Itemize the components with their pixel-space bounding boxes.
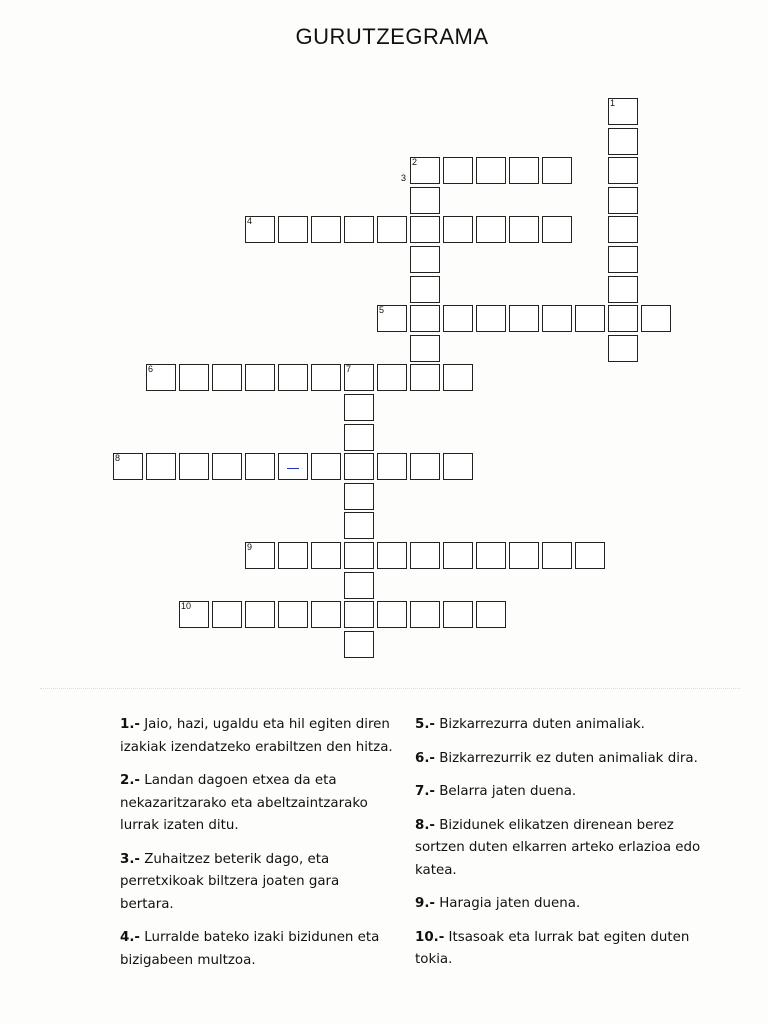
crossword-cell[interactable] <box>443 305 473 332</box>
crossword-cell[interactable] <box>608 128 638 155</box>
crossword-cell[interactable] <box>443 542 473 569</box>
crossword-cell[interactable] <box>344 424 374 451</box>
crossword-cell[interactable] <box>377 453 407 480</box>
crossword-cell[interactable] <box>410 305 440 332</box>
clue-text: Zuhaitzez beterik dago, eta perretxikoak biltzera joaten gara bertara. <box>120 851 340 912</box>
cell-number: 10 <box>181 601 192 612</box>
crossword-cell[interactable] <box>410 187 440 214</box>
crossword-cell[interactable] <box>377 216 407 243</box>
clue-1 <box>120 714 395 759</box>
crossword-cell[interactable] <box>344 483 374 510</box>
crossword-cell[interactable] <box>608 157 638 184</box>
crossword-cell[interactable] <box>212 453 242 480</box>
crossword-cell[interactable] <box>608 335 638 362</box>
crossword-cell[interactable] <box>509 216 539 243</box>
clue-number: 6.- <box>415 750 435 766</box>
crossword-cell[interactable] <box>410 364 440 391</box>
crossword-cell[interactable] <box>476 157 506 184</box>
clue-text: Lurralde bateko izaki bizidunen eta bizigabeen multzoa. <box>120 930 380 968</box>
crossword-cell[interactable] <box>245 601 275 628</box>
cell-number: 1 <box>610 98 616 108</box>
crossword-cell[interactable] <box>344 216 374 243</box>
crossword-cell[interactable] <box>344 572 374 599</box>
cell-number: 8 <box>115 453 121 464</box>
crossword-cell[interactable] <box>509 157 539 184</box>
crossword-cell[interactable] <box>344 453 374 480</box>
crossword-cell[interactable] <box>278 542 308 569</box>
crossword-cell[interactable] <box>608 276 638 303</box>
cell-number: 7 <box>346 364 352 375</box>
crossword-cell[interactable] <box>410 157 440 184</box>
clue-number: 10.- <box>415 929 445 945</box>
clue-number: 8.- <box>415 817 435 833</box>
crossword-cell[interactable] <box>443 364 473 391</box>
crossword-cell[interactable] <box>410 216 440 243</box>
clue-number: 4.- <box>120 930 140 945</box>
crossword-cell[interactable] <box>344 364 374 391</box>
crossword-cell[interactable] <box>476 601 506 628</box>
crossword-cell[interactable] <box>410 453 440 480</box>
clue-number: 9.- <box>415 896 435 911</box>
crossword-cell[interactable] <box>410 542 440 569</box>
crossword-cell[interactable] <box>344 631 374 658</box>
crossword-cell[interactable] <box>575 542 605 569</box>
crossword-cell[interactable] <box>278 601 308 628</box>
crossword-cell[interactable] <box>377 542 407 569</box>
crossword-cell[interactable] <box>476 542 506 569</box>
crossword-cell[interactable] <box>443 216 473 243</box>
pen-mark <box>287 468 299 469</box>
clue-text: Haragia jaten duena. <box>439 896 581 911</box>
crossword-cell[interactable] <box>278 453 308 480</box>
crossword-cell[interactable] <box>311 216 341 243</box>
crossword-cell[interactable] <box>344 394 374 421</box>
crossword-cell[interactable] <box>212 364 242 391</box>
clue-text: Landan dagoen etxea da eta nekazaritzarako eta abeltzaintzarako lurrak izaten ditu. <box>120 773 368 833</box>
crossword-cell[interactable] <box>509 542 539 569</box>
crossword-cell[interactable] <box>278 216 308 243</box>
crossword-cell[interactable] <box>608 305 638 332</box>
clue-number: 3.- <box>120 851 140 867</box>
crossword-cell[interactable] <box>377 305 407 332</box>
crossword-cell[interactable] <box>443 601 473 628</box>
crossword-cell[interactable] <box>311 364 341 391</box>
cell-number: 2 <box>412 157 418 168</box>
crossword-cell[interactable] <box>245 453 275 480</box>
crossword-cell[interactable] <box>443 453 473 480</box>
crossword-cell[interactable] <box>476 305 506 332</box>
crossword-cell[interactable] <box>641 305 671 332</box>
clue-text: Belarra jaten duena. <box>439 784 577 799</box>
crossword-cell[interactable] <box>245 542 275 569</box>
clue-number: 1.- <box>120 717 140 732</box>
crossword-cell[interactable] <box>410 601 440 628</box>
crossword-cell[interactable] <box>608 98 638 125</box>
cell-number: 4 <box>247 216 253 227</box>
crossword-cell[interactable] <box>608 187 638 214</box>
crossword-cell[interactable] <box>245 216 275 243</box>
crossword-cell[interactable] <box>146 453 176 480</box>
clues-left-column <box>120 714 395 983</box>
clue-5 <box>415 714 715 737</box>
crossword-cell[interactable] <box>311 601 341 628</box>
crossword-cell[interactable] <box>146 364 176 391</box>
clue-8 <box>415 815 715 883</box>
crossword-cell[interactable] <box>179 601 209 628</box>
crossword-cell[interactable] <box>245 364 275 391</box>
crossword-cell[interactable] <box>179 453 209 480</box>
clue-text: Bizkarrezurra duten animaliak. <box>439 717 645 732</box>
crossword-cell[interactable] <box>344 601 374 628</box>
crossword-cell[interactable] <box>179 364 209 391</box>
crossword-cell[interactable] <box>542 542 572 569</box>
clue-number: 7.- <box>415 784 435 799</box>
page-title: GURUTZEGRAMA <box>295 24 489 49</box>
crossword-cell[interactable] <box>113 453 143 480</box>
crossword-cell[interactable] <box>608 216 638 243</box>
crossword-cell[interactable] <box>344 512 374 539</box>
crossword-cell[interactable] <box>542 305 572 332</box>
crossword-cell[interactable] <box>212 601 242 628</box>
clue-10 <box>415 927 715 972</box>
crossword-cell[interactable] <box>344 542 374 569</box>
clue-number-3-label: 3 <box>401 173 407 184</box>
crossword-cell[interactable] <box>311 542 341 569</box>
crossword-cell[interactable] <box>410 335 440 362</box>
clue-6 <box>415 748 715 771</box>
crossword-cell[interactable] <box>509 305 539 332</box>
cell-number: 9 <box>247 542 253 552</box>
crossword-cell[interactable] <box>443 157 473 184</box>
clue-text: Bizidunek elikatzen direnean berez sortzen duten elkarren arteko erlazioa edo katea. <box>415 817 701 878</box>
clue-text: Jaio, hazi, ugaldu eta hil egiten diren izakiak izendatzeko erabiltzen den hitza. <box>120 717 393 755</box>
clue-3 <box>120 849 395 917</box>
crossword-cell[interactable] <box>311 453 341 480</box>
crossword-cell[interactable] <box>410 276 440 303</box>
clues-right-column <box>415 714 715 983</box>
cell-number: 5 <box>379 305 385 316</box>
clue-number: 2.- <box>120 773 140 788</box>
crossword-cell[interactable] <box>377 364 407 391</box>
crossword-cell[interactable] <box>278 364 308 391</box>
clue-7 <box>415 781 715 804</box>
crossword-cell[interactable] <box>542 216 572 243</box>
crossword-cell[interactable] <box>410 246 440 273</box>
crossword-cell[interactable] <box>608 246 638 273</box>
clue-9 <box>415 893 715 916</box>
crossword-cell[interactable] <box>377 601 407 628</box>
cell-number: 6 <box>148 364 154 375</box>
clue-text: Itsasoak eta lurrak bat egiten duten tokia. <box>415 929 690 967</box>
clue-4 <box>120 927 395 972</box>
clue-number: 5.- <box>415 717 435 732</box>
crossword-cell[interactable] <box>575 305 605 332</box>
clue-2 <box>120 770 395 838</box>
crossword-cell[interactable] <box>542 157 572 184</box>
crossword-cell[interactable] <box>476 216 506 243</box>
clue-text: Bizkarrezurrik ez duten animaliak dira. <box>439 750 698 766</box>
divider <box>40 688 740 689</box>
